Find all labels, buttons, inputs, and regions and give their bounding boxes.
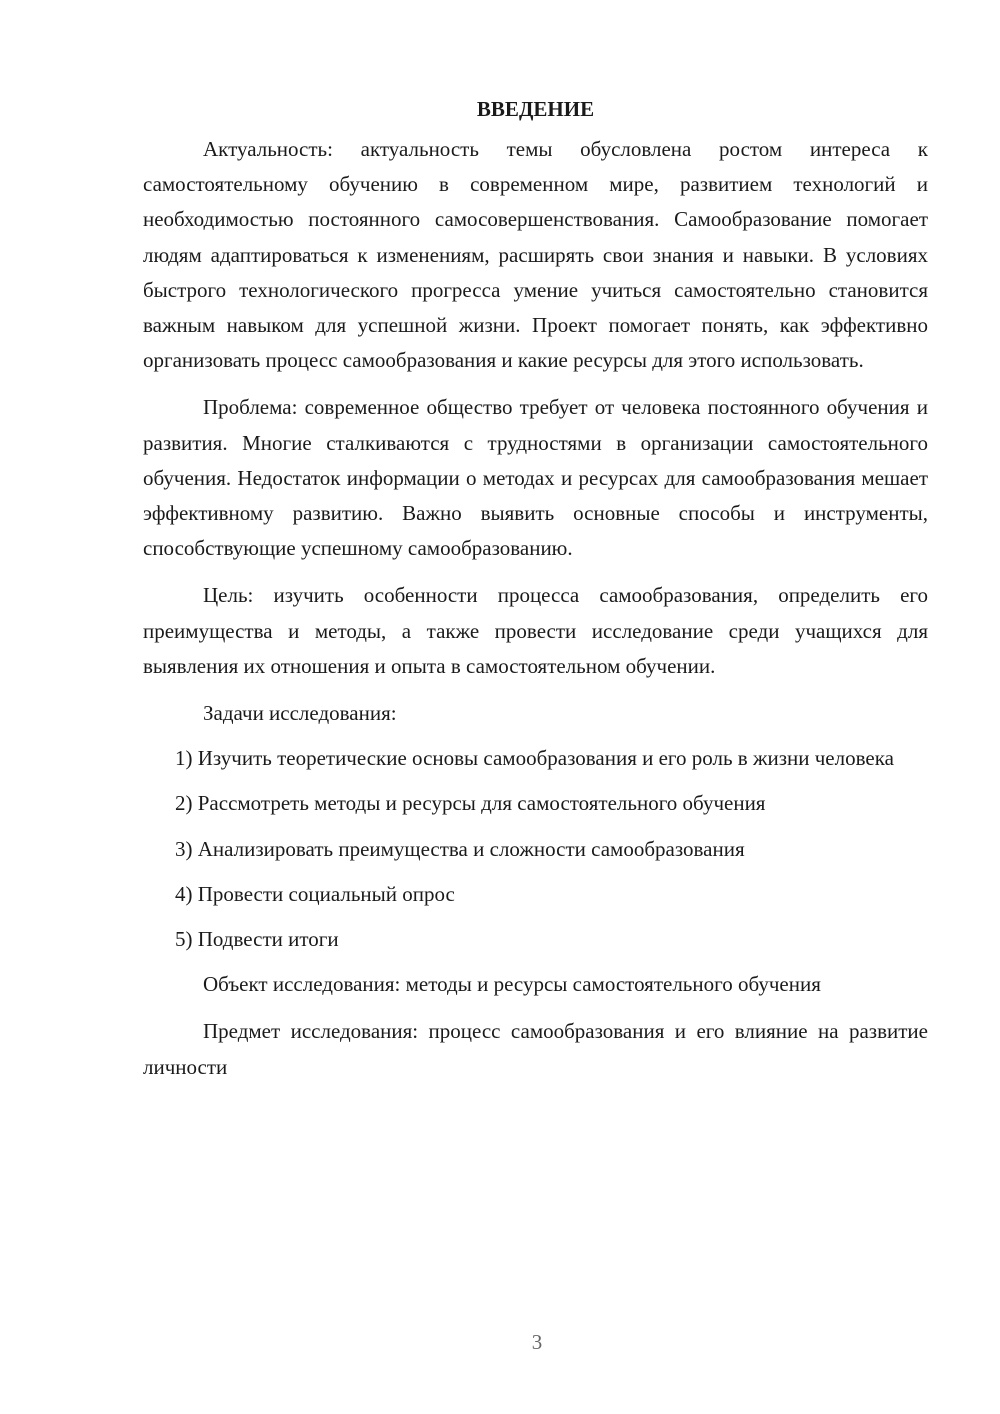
task-item: 2) Рассмотреть методы и ресурсы для самостоятельного обучения xyxy=(175,791,766,816)
page-number: 3 xyxy=(531,1330,543,1354)
paragraph-object: Объект исследования: методы и ресурсы самостоятельного обучения xyxy=(203,972,821,997)
section-heading: ВВЕДЕНИЕ xyxy=(476,97,595,121)
document-page xyxy=(143,92,928,1097)
task-item: 1) Изучить теоретические основы самообразования и его роль в жизни человека xyxy=(175,746,894,771)
task-item: 5) Подвести итоги xyxy=(175,927,339,952)
paragraph-subject: Предмет исследования: процесс самообразования и его влияние на развитие личности xyxy=(143,1019,928,1079)
paragraph-relevance: Актуальность: актуальность темы обусловлена ростом интереса к самостоятельному обучению в современном мире, развитием технологий и необходимостью постоянного самосовершенствования. Самообразование помогает людям адаптироваться к изменениям, расширять свои знания и навыки. В условиях быстрого технологического прогресса умение учиться самостоятельно становится важным навыком для успешной жизни. Проект помогает понять, как эффективно организовать процесс самообразования и какие ресурсы для этого использовать. xyxy=(143,137,928,373)
task-item: 4) Провести социальный опрос xyxy=(175,881,455,906)
paragraph-problem: Проблема: современное общество требует от человека постоянного обучения и развития. Многие сталкиваются с трудностями в организации самостоятельного обучения. Недостаток информации о методах и ресурсах для самообразования мешает эффективному развитию. Важно выявить основные способы и инструменты, способствующие успешному самообразованию. xyxy=(143,395,928,561)
paragraph-goal: Цель: изучить особенности процесса самообразования, определить его преимущества и методы, а также провести исследование среди учащихся для выявления их отношения и опыта в самостоятельном обучении. xyxy=(143,583,928,678)
tasks-title: Задачи исследования: xyxy=(203,701,397,726)
task-item: 3) Анализировать преимущества и сложности самообразования xyxy=(175,836,745,861)
